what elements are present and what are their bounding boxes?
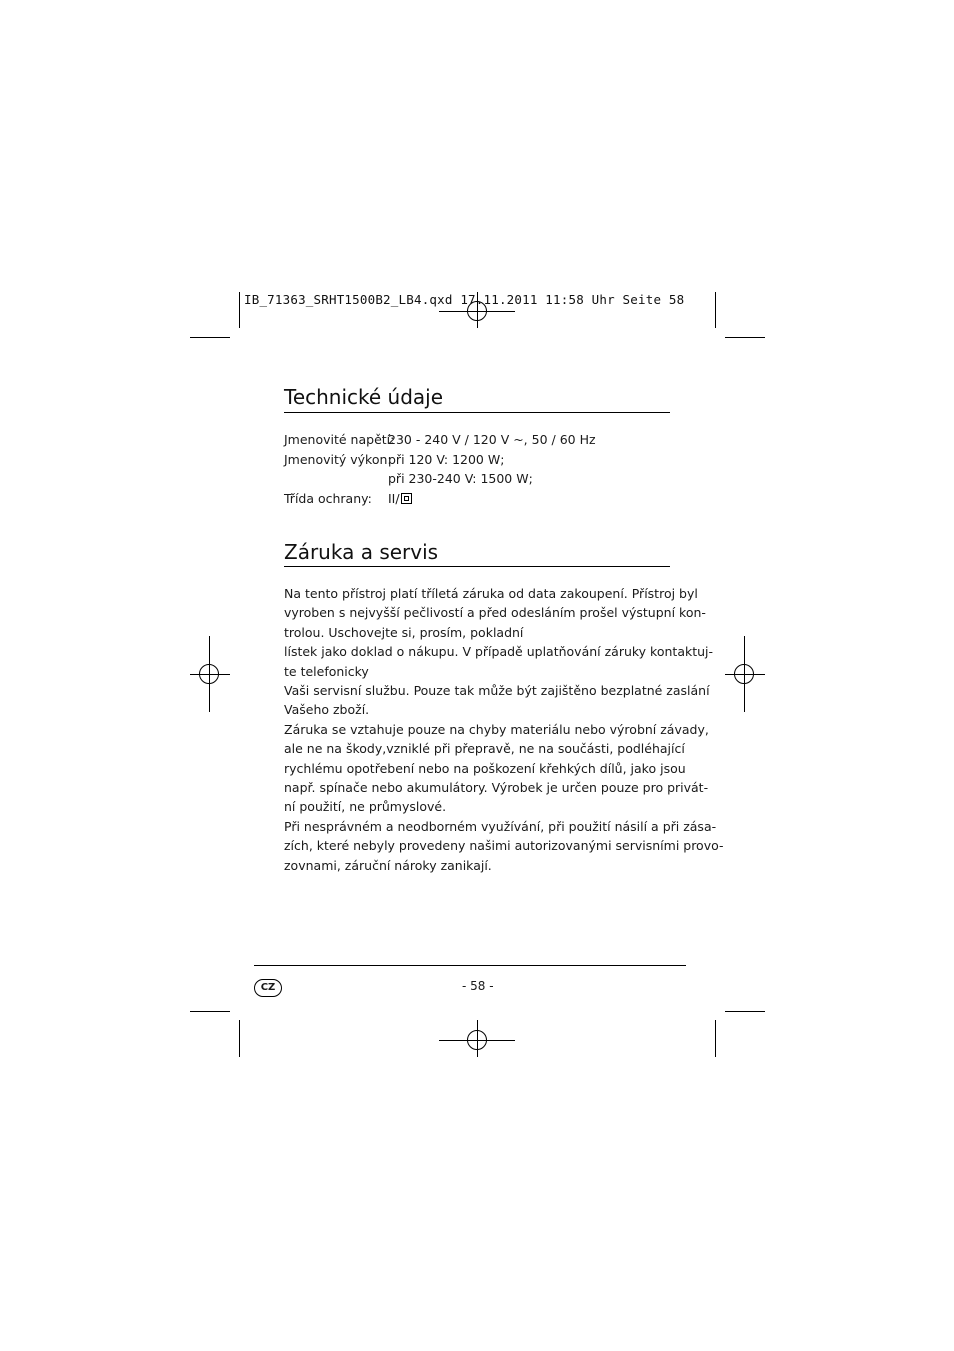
spec-label: Třída ochrany: (284, 490, 372, 506)
spec-row-voltage (284, 430, 596, 450)
footer-rule (254, 965, 686, 966)
text-line: lístek jako doklad o nákupu. V případě uplatňování záruky kontaktuj- (284, 644, 714, 660)
section-title-warranty: Záruka a servis (284, 540, 439, 564)
text-line: trolou. Uschovejte si, prosím, pokladní (284, 624, 524, 640)
spec-value-protection (388, 489, 412, 509)
section-rule-technical (284, 412, 670, 413)
technical-specs (284, 430, 596, 508)
spec-row-power (284, 450, 596, 470)
spec-value: II/ (388, 490, 400, 506)
text-line: ale ne na škody,vzniklé při přepravě, ne na součásti, podléhající (284, 741, 685, 757)
text-line: Vaši servisní službu. Pouze tak může být zajištěno bezplatné zaslání (284, 683, 710, 699)
text-line: ní použití, ne průmyslové. (284, 799, 447, 815)
language-badge: CZ (254, 979, 282, 997)
text-line: Záruka se vztahuje pouze na chyby materiálu nebo výrobní závady, (284, 721, 709, 737)
double-insulation-icon (401, 493, 412, 504)
text-line: Na tento přístroj platí tříletá záruka od data zakoupení. Přístroj byl (284, 586, 698, 601)
spec-label (284, 469, 388, 489)
text-line: Při nesprávném a neodborném využívání, při použití násilí a při zása- (284, 818, 717, 834)
spec-label: Jmenovité napětí: (284, 432, 395, 447)
section-title-technical: Technické údaje (284, 385, 444, 409)
spec-row-power-2 (284, 469, 596, 489)
section-rule-warranty (284, 566, 670, 567)
spec-value: při 120 V: 1200 W; (388, 451, 505, 467)
print-header: IB_71363_SRHT1500B2_LB4.qxd 17.11.2011 11:58 Uhr Seite 58 (244, 292, 685, 307)
text-line: např. spínače nebo akumulátory. Výrobek je určen pouze pro privát- (284, 780, 709, 796)
page-number: - 58 - (462, 979, 494, 993)
spec-value: 230 - 240 V / 120 V ~, 50 / 60 Hz (388, 432, 596, 447)
spec-row-protection (284, 489, 596, 509)
text-line: zovnami, záruční nároky zanikají. (284, 857, 492, 873)
spec-value: při 230-240 V: 1500 W; (388, 471, 533, 486)
spec-label: Jmenovitý výkon: (284, 451, 392, 467)
text-line: vyroben s nejvyšší pečlivostí a před odesláním prošel výstupní kon- (284, 605, 706, 621)
text-line: zích, které nebyly provedeny našimi autorizovanými servisními provo- (284, 838, 724, 854)
text-line: rychlému opotřebení nebo na poškození křehkých dílů, jako jsou (284, 760, 686, 776)
text-line: Vašeho zboží. (284, 702, 370, 718)
text-line: te telefonicky (284, 663, 369, 679)
warranty-text (284, 584, 724, 875)
